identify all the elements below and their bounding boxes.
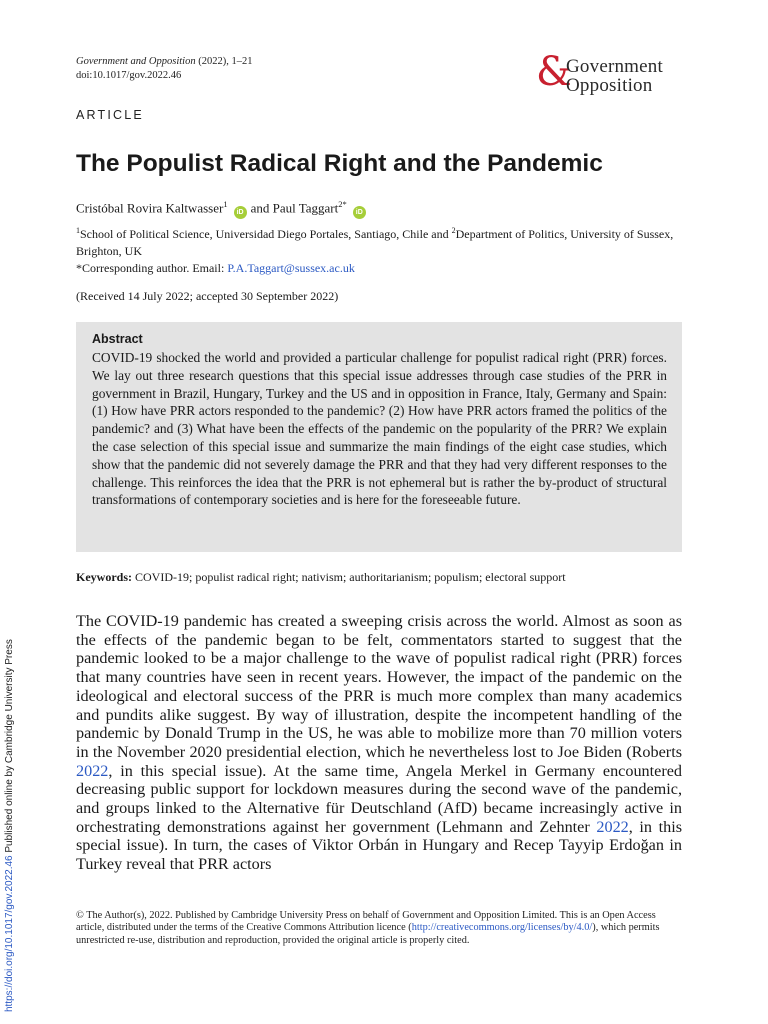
footnote-text: © The Author(s), 2022. Published by Cambridge University Press on behalf of Government and Opposition Limited. This is an Open Access article, distributed under the terms of the Creative Commons Attribution licence ( [76,910,656,934]
affiliation-1: School of Political Science, Universidad Diego Portales, Santiago, Chile and [80,227,452,241]
keywords-list: COVID-19; populist radical right; nativism; authoritarianism; populism; electoral support [132,570,566,584]
affiliation-2: Department of Politics, University of Sussex, Brighton, UK [76,227,674,258]
keywords [76,569,566,585]
citation-link[interactable]: 2022 [76,761,109,780]
journal-name: Government and Opposition [76,56,196,67]
body-text-run: The COVID-19 pandemic has created a sweeping crisis across the world. Almost as soon as the effects of the pandemic began to be felt, commentators started to suggest that the pandemic looked to be a major challenge to the wave of populist radical right (PRR) forces that many countries have seen in recent years. However, the impact of the pandemic on the ideological and electoral success of the PRR is much more complex than many academics and pundits alike suggest. By way of illustration, despite the incompetent handling of the pandemic by Donald Trump in the US, he was able to mobilize more than 70 million voters in the November 2020 presidential election, which he nevertheless lost to Joe Biden (Roberts [76,612,682,761]
abstract-text: COVID-19 shocked the world and provided a particular challenge for populist radical right (PRR) forces. We lay out three research questions that this special issue addresses through case studies of the PRR in government in Brazil, Hungary, Turkey and the US and in opposition in France, Italy, Germany and Spain: (1) How have PRR actors responded to the pandemic? (2) How have PRR actors framed the politics of the pandemic? and (3) What have been the effects of the pandemic on the popularity of the PRR? We explain the case selection of this special issue and summarize the main findings of the eight case studies, which show that the pandemic did not severely damage the PRR and that they had very different responses to the challenge. This reinforces the idea that the PRR is not ephemeral but is rather the by-product of structural transformations of contemporary societies and is here for the foreseeable future. [92,350,667,508]
keywords-label: Keywords: [76,570,132,584]
logo-word-opposition: Opposition [566,75,653,96]
body-paragraph [76,612,682,874]
author-affiliation-mark: 1 [223,199,228,209]
logo-word-government: Government [566,56,663,77]
article-doi: doi:10.1017/gov.2022.46 [76,70,182,81]
orcid-icon[interactable]: iD [234,206,247,219]
journal-citation: (2022), 1–21 [195,56,253,67]
author-name[interactable]: Paul Taggart [272,200,339,216]
affiliations [76,222,692,277]
orcid-icon[interactable]: iD [353,206,366,219]
received-dates: (Received 14 July 2022; accepted 30 September 2022) [76,289,339,303]
author-joiner: and [250,200,270,216]
abstract-heading: Abstract [92,332,143,346]
citation-link[interactable]: 2022 [596,817,629,836]
copyright-footnote [76,910,682,947]
article-title: The Populist Radical Right and the Pandemic [76,150,603,177]
affiliation-mark: 1 [76,226,80,235]
side-margin-doi [4,639,16,1012]
side-doi-link[interactable]: https://doi.org/10.1017/gov.2022.46 [4,855,15,1012]
license-link[interactable]: http://creativecommons.org/licenses/by/4.0/ [411,922,593,934]
abstract-box [76,322,682,552]
logo-ampersand: & [536,49,572,95]
body-text-run: , in this special issue). In turn, the cases of Viktor Orbán in Hungary and Recep Tayyip Erdoğan in Turkey reveal that PRR actors [76,817,682,874]
article-type-label: ARTICLE [76,108,144,122]
corresponding-email-link[interactable]: P.A.Taggart@sussex.ac.uk [227,261,355,275]
body-text-run: , in this special issue). At the same time, Angela Merkel in Germany encountered decreasing public support for lockdown measures during the second wave of the pandemic, and groups linked to the Alternative für Deutschland (AfD) became increasingly active in orchestrating demonstrations against her government (Lehmann and Zehnter [76,761,682,836]
side-published-text: Published online by Cambridge University Press [4,639,15,856]
author-affiliation-mark: 2* [338,199,347,209]
journal-meta [76,55,252,83]
affiliation-text [76,222,692,260]
author-line [76,195,370,219]
author-name[interactable]: Cristóbal Rovira Kaltwasser [76,200,224,216]
journal-logo [536,49,686,98]
corresponding-label: *Corresponding author. Email: [76,261,228,275]
affiliation-mark: 2 [451,226,456,235]
footnote-text: ), which permits unrestricted re-use, distribution and reproduction, provided the original article is properly cited. [76,922,660,946]
corresponding-author [76,260,692,277]
